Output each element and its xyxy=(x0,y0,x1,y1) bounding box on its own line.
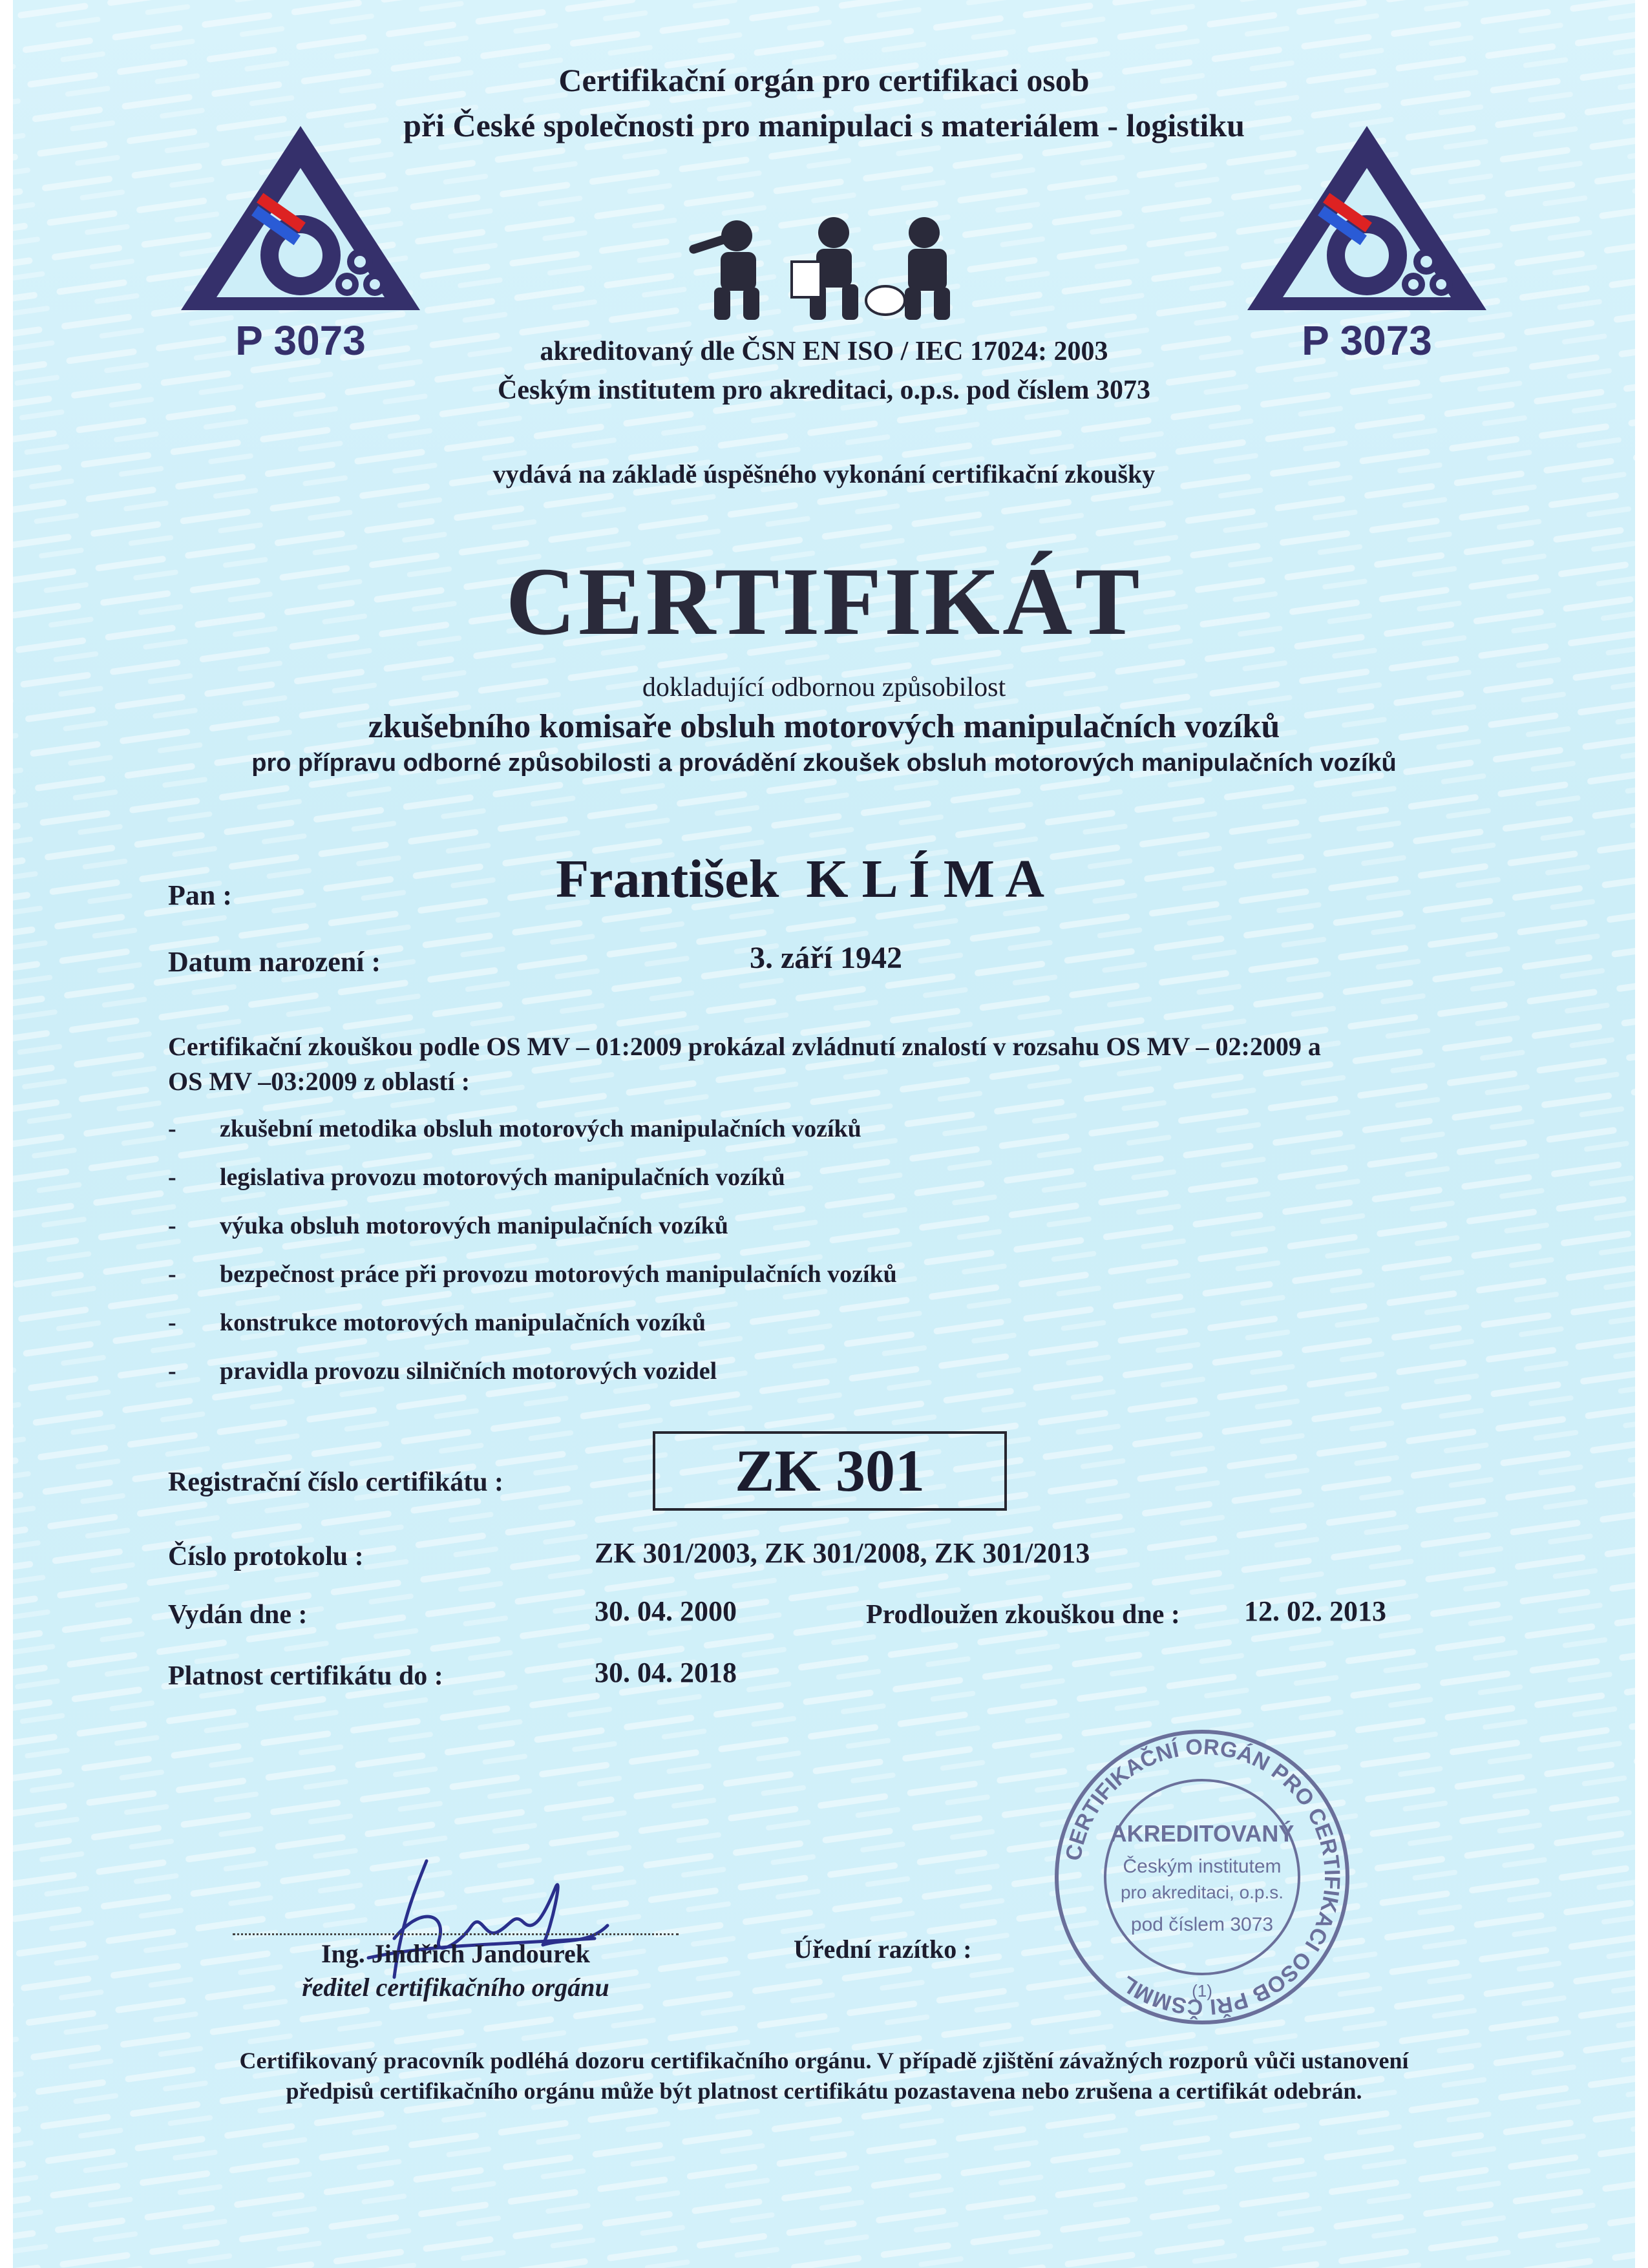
triangle-logo-icon xyxy=(178,123,423,330)
salutation-label: Pan : xyxy=(168,879,232,911)
stamp-icon xyxy=(1041,1725,1364,2029)
person-name: František K L Í M A xyxy=(556,849,1045,909)
exam-area-item: - zkušební metodika obsluh motorových manipulačních vozíků xyxy=(168,1115,861,1142)
exam-line-2: OS MV –03:2009 z oblastí : xyxy=(168,1067,470,1096)
exam-area-item: - výuka obsluh motorových manipulačních vozíků xyxy=(168,1212,728,1239)
registration-number-label: Registrační číslo certifikátu : xyxy=(168,1467,504,1497)
extended-date-value: 12. 02. 2013 xyxy=(1244,1595,1386,1627)
accreditation-line-1: akreditovaný dle ČSN EN ISO / IEC 17024: 2003 xyxy=(540,337,1108,366)
footer-line-1: Certifikovaný pracovník podléhá dozoru certifikačního orgánu. V případě zjištění závažných rozporů vůči ustanovení xyxy=(239,2048,1409,2074)
logo-code-right: P 3073 xyxy=(1302,317,1432,364)
stamp-ring-text: CERTIFIKAČNÍ ORGÁN PRO CERTIFIKACI OSOB PŘI ČSMML xyxy=(1061,1734,1345,2020)
svg-text:CERTIFIKAČNÍ ORGÁN PRO CERTIFI xyxy=(1061,1735,1345,2021)
signature-line xyxy=(233,1933,679,1935)
protocol-number-label: Číslo protokolu : xyxy=(168,1542,364,1571)
stamp-line-2: Českým institutem xyxy=(1123,1856,1282,1877)
stamp-line-1: AKREDITOVANÝ xyxy=(1110,1820,1294,1847)
stamp-number: (1) xyxy=(1192,1981,1212,2000)
signature-icon xyxy=(349,1848,620,1990)
issue-line: vydává na základě úspěšného vykonání certifikační zkoušky xyxy=(492,459,1156,488)
signatory-role: ředitel certifikačního orgánu xyxy=(302,1973,609,2002)
birth-date-value: 3. září 1942 xyxy=(750,941,902,975)
subtitle-2: zkušebního komisaře obsluh motorových manipulačních vozíků xyxy=(368,708,1280,745)
exam-area-item: - konstrukce motorových manipulačních vozíků xyxy=(168,1309,706,1336)
footer-line-2: předpisů certifikačního orgánu může být platnost certifikátu pozastavena nebo zrušena a certifikát odebrán. xyxy=(286,2078,1362,2104)
header-line-1: Certifikační orgán pro certifikaci osob xyxy=(558,62,1090,98)
exam-line-1: Certifikační zkouškou podle OS MV – 01:2009 prokázal zvládnutí znalostí v rozsahu OS MV – 02:2009 a xyxy=(168,1032,1321,1061)
certificate-title: CERTIFIKÁT xyxy=(505,548,1143,655)
issued-date-value: 30. 04. 2000 xyxy=(595,1595,737,1627)
official-stamp-label: Úřední razítko : xyxy=(794,1935,972,1964)
exam-area-item: - legislativa provozu motorových manipulačních vozíků xyxy=(168,1164,785,1191)
certificate-sheet xyxy=(13,0,1635,2268)
subtitle-1: dokladující odbornou způsobilost xyxy=(642,673,1006,702)
header-line-2: při České společnosti pro manipulaci s materiálem - logistiku xyxy=(403,107,1245,143)
workers-illustration-icon xyxy=(688,213,973,323)
subtitle-3: pro přípravu odborné způsobilosti a provádění zkoušek obsluh motorových manipulačních vozíků xyxy=(251,750,1397,777)
triangle-logo-icon xyxy=(1244,123,1490,330)
exam-area-item: - bezpečnost práce při provozu motorových manipulačních vozíků xyxy=(168,1261,897,1288)
issued-date-label: Vydán dne : xyxy=(168,1600,308,1630)
stamp-line-4: pod číslem 3073 xyxy=(1130,1914,1274,1935)
stamp-line-3: pro akreditaci, o.p.s. xyxy=(1120,1882,1284,1902)
exam-area-item: - pravidla provozu silničních motorových vozidel xyxy=(168,1358,717,1385)
validity-date-value: 30. 04. 2018 xyxy=(595,1657,737,1688)
extended-date-label: Prodloužen zkouškou dne : xyxy=(866,1600,1180,1630)
registration-number-box: ZK 301 xyxy=(653,1431,1007,1511)
accreditation-line-2: Českým institutem pro akreditaci, o.p.s. pod číslem 3073 xyxy=(498,375,1150,405)
protocol-number-value: ZK 301/2003, ZK 301/2008, ZK 301/2013 xyxy=(595,1537,1090,1569)
birth-date-label: Datum narození : xyxy=(168,946,381,978)
signatory-name: Ing. Jindřich Jandourek xyxy=(321,1939,591,1968)
validity-date-label: Platnost certifikátu do : xyxy=(168,1661,443,1691)
logo-code-left: P 3073 xyxy=(235,317,366,364)
